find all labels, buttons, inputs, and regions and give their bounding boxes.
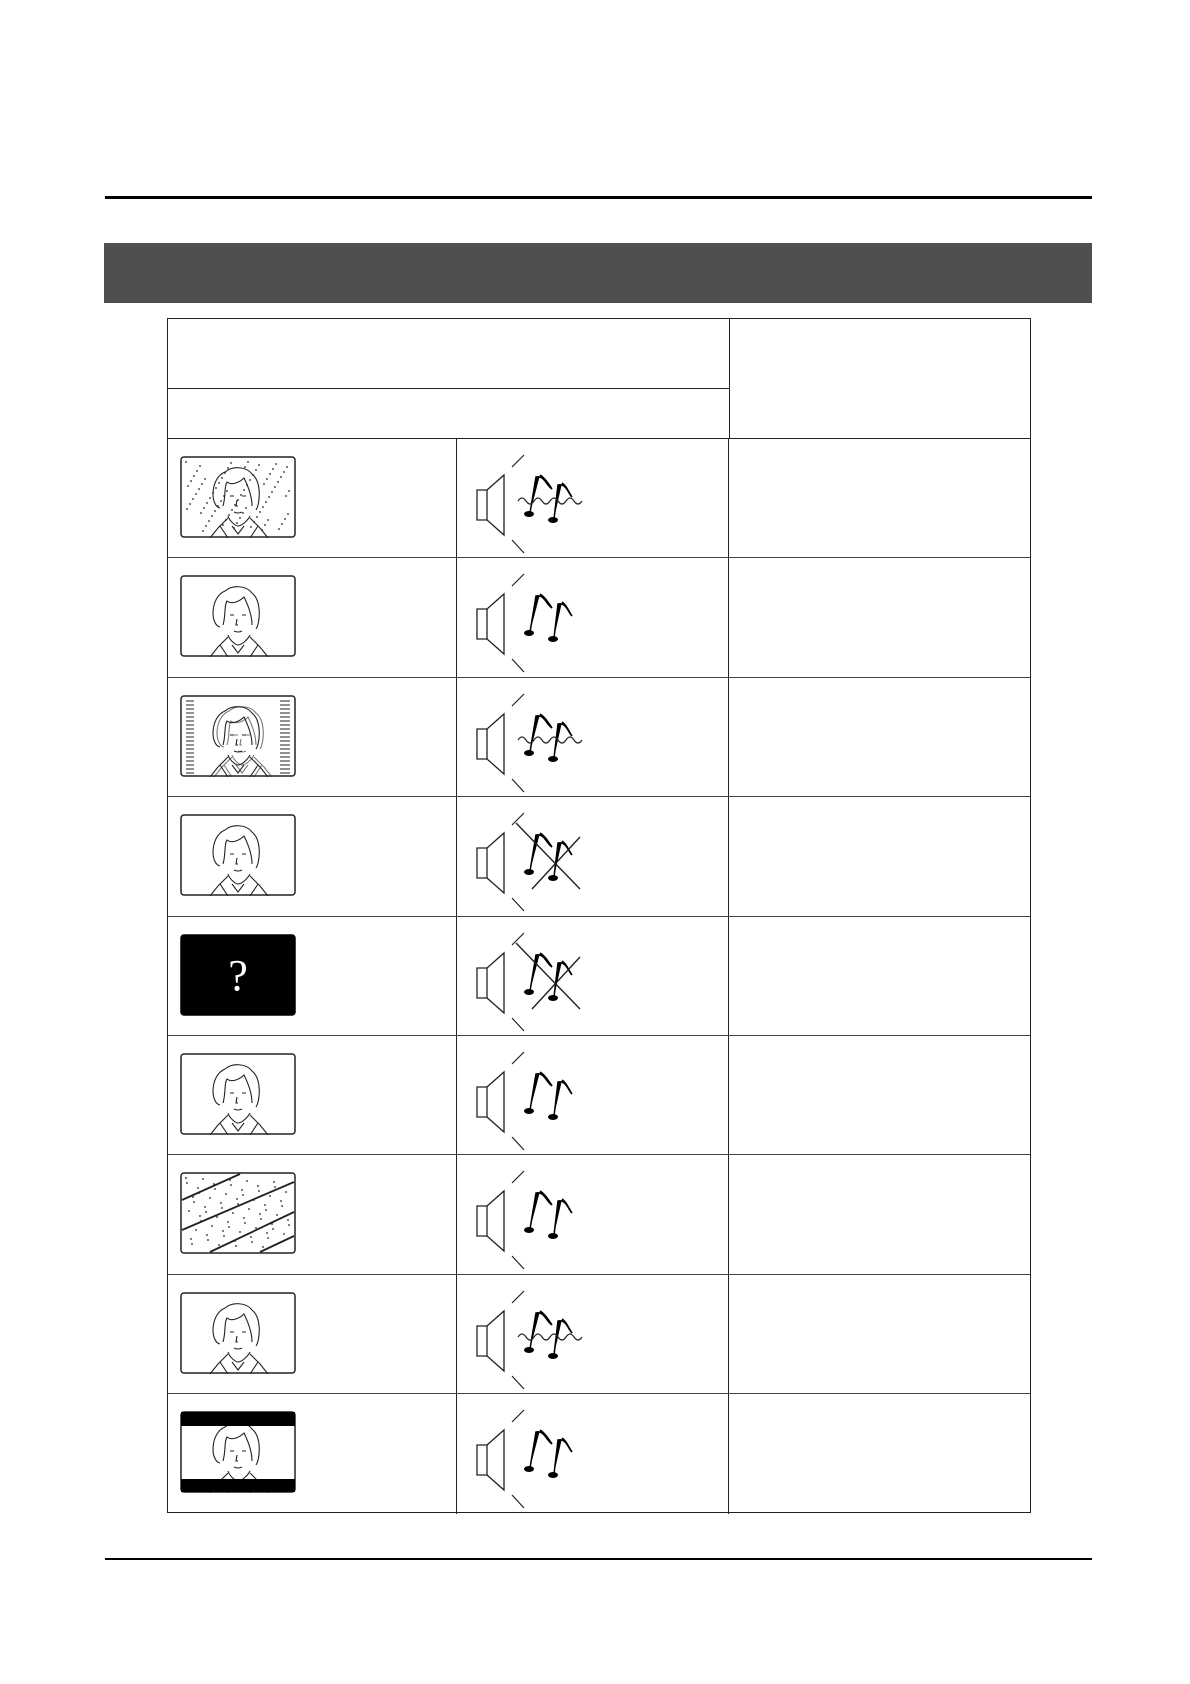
tv-screen-icon: [180, 1172, 296, 1254]
tv-screen-icon: [180, 1292, 296, 1374]
question-mark: ?: [228, 950, 248, 1000]
symptom-table: [167, 318, 1031, 1513]
remedy-cell: [729, 1155, 1030, 1273]
header-remedy-cell: [729, 319, 1030, 438]
remedy-cell: [729, 917, 1030, 1035]
picture-cell: [168, 1036, 457, 1154]
picture-cell: [168, 1155, 457, 1273]
sound-cell: [457, 797, 729, 915]
table-row: [168, 678, 1030, 797]
remedy-cell: [729, 1036, 1030, 1154]
header-symptom-cell: [168, 319, 729, 389]
tv-screen-icon: [180, 575, 296, 657]
speaker-icon: [472, 803, 622, 913]
sound-cell: [457, 1394, 729, 1513]
tv-screen-icon: [180, 934, 296, 1016]
speaker-icon: [472, 1161, 622, 1271]
speaker-icon: [472, 1400, 622, 1510]
speaker-icon: [472, 1281, 622, 1391]
picture-cell: [168, 797, 457, 915]
picture-cell: [168, 678, 457, 796]
top-rule: [105, 196, 1092, 199]
tv-screen-icon: [180, 456, 296, 538]
section-banner: [104, 243, 1092, 303]
picture-cell: [168, 1394, 457, 1513]
speaker-icon: [472, 923, 622, 1033]
bottom-rule: [105, 1558, 1092, 1560]
remedy-cell: [729, 1394, 1030, 1513]
speaker-icon: [472, 564, 622, 674]
remedy-cell: [729, 797, 1030, 915]
remedy-cell: [729, 558, 1030, 676]
picture-cell: [168, 558, 457, 676]
remedy-cell: [729, 1275, 1030, 1393]
picture-cell: [168, 1275, 457, 1393]
tv-screen-icon: [180, 1053, 296, 1135]
picture-cell: [168, 917, 457, 1035]
remedy-cell: [729, 439, 1030, 557]
speaker-icon: [472, 1042, 622, 1152]
tv-screen-icon: [180, 695, 296, 777]
sound-cell: [457, 917, 729, 1035]
sound-cell: [457, 1155, 729, 1273]
header-subcolumns-cell: [168, 389, 729, 438]
table-row: [168, 1036, 1030, 1155]
sound-cell: [457, 678, 729, 796]
picture-cell: [168, 439, 457, 557]
table-row: [168, 439, 1030, 558]
speaker-icon: [472, 445, 622, 555]
sound-cell: [457, 439, 729, 557]
tv-screen-icon: [180, 1411, 296, 1493]
sound-cell: [457, 558, 729, 676]
sound-cell: [457, 1275, 729, 1393]
sound-cell: [457, 1036, 729, 1154]
tv-screen-icon: [180, 814, 296, 896]
table-row: [168, 1155, 1030, 1274]
speaker-icon: [472, 684, 622, 794]
table-row: [168, 797, 1030, 916]
table-row: [168, 1275, 1030, 1394]
table-row: [168, 1394, 1030, 1513]
table-row: [168, 917, 1030, 1036]
remedy-cell: [729, 678, 1030, 796]
table-header: [168, 319, 1030, 439]
table-row: [168, 558, 1030, 677]
